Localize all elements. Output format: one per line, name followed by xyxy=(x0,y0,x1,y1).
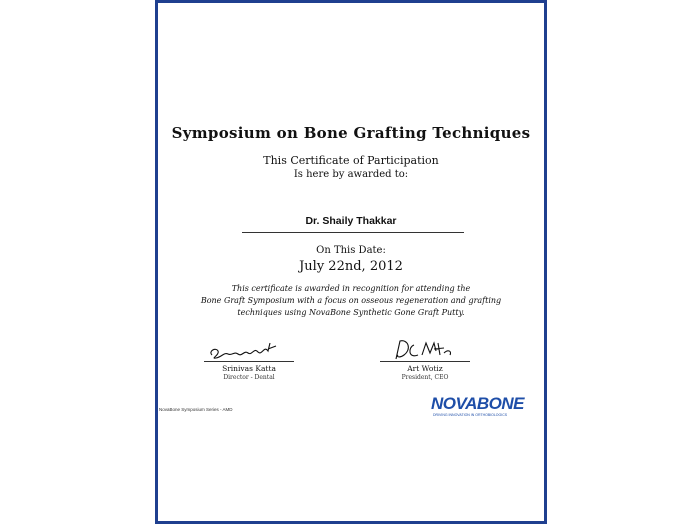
body-line: This certificate is awarded in recognition for attending the xyxy=(231,284,471,293)
certificate-frame xyxy=(155,0,547,524)
body-line: Bone Graft Symposium with a focus on osseous regeneration and grafting xyxy=(200,296,502,305)
awarded-line: Is here by awarded to: xyxy=(293,169,409,180)
certificate-subtitle: This Certificate of Participation xyxy=(263,154,439,167)
novabone-logo xyxy=(431,394,541,420)
signature-image xyxy=(206,337,292,363)
logo-text: NOVABONE xyxy=(431,394,524,413)
signer-name: Art Wotiz xyxy=(407,364,443,373)
signature-line xyxy=(204,361,294,362)
signer-name: Srinivas Katta xyxy=(222,364,276,373)
signature-block-1 xyxy=(204,337,294,387)
signature-line xyxy=(380,361,470,362)
recipient-underline xyxy=(242,232,464,233)
body-line: techniques using NovaBone Synthetic Gone Graft Putty. xyxy=(237,308,465,317)
signature-block-2 xyxy=(380,337,470,387)
certificate-body xyxy=(186,283,516,319)
footer-note: NovaBone Symposium Series - AMD xyxy=(159,407,233,412)
certificate-title: Symposium on Bone Grafting Techniques xyxy=(171,124,531,142)
date-value: July 22nd, 2012 xyxy=(299,259,403,274)
recipient-name: Dr. Shaily Thakkar xyxy=(305,215,397,227)
signer-title: Director - Dental xyxy=(223,374,275,381)
signature-image xyxy=(382,337,468,363)
signer-title: President, CEO xyxy=(401,374,449,381)
date-label: On This Date: xyxy=(316,245,386,256)
logo-tagline: DRIVING INNOVATION IN ORTHOBIOLOGICS xyxy=(433,413,508,417)
